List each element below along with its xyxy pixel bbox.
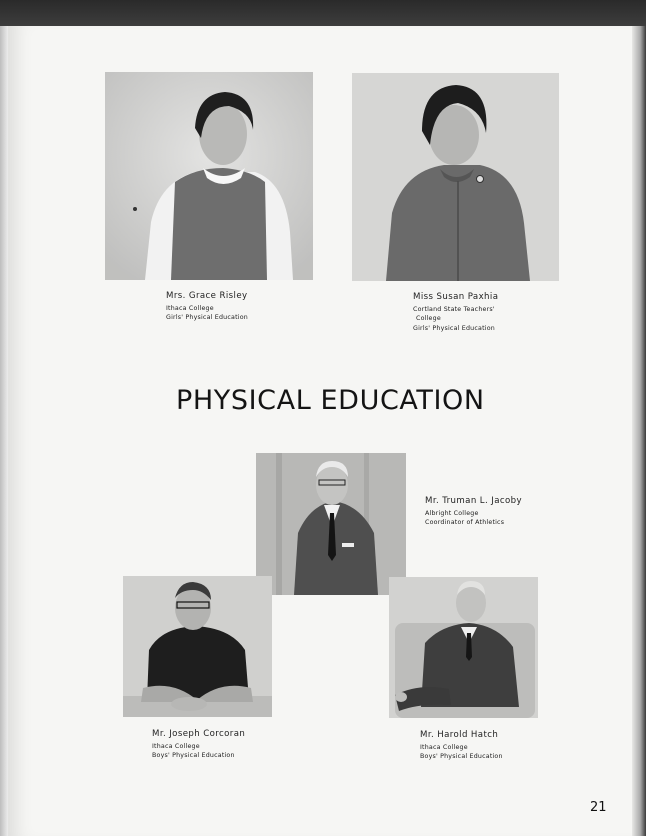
caption-susan-paxhia	[413, 292, 498, 333]
photo-joseph-corcoran	[123, 576, 272, 717]
faculty-role: Girls' Physical Education	[166, 314, 248, 322]
faculty-name: Miss Susan Paxhia	[413, 292, 499, 302]
faculty-role: Boys' Physical Education	[152, 752, 235, 760]
faculty-college: Albright College	[425, 510, 479, 517]
faculty-college: Ithaca College	[152, 743, 200, 750]
faculty-college: Ithaca College	[420, 744, 468, 751]
page-edge	[632, 26, 646, 836]
page-gutter	[0, 26, 8, 836]
faculty-college: Ithaca College	[166, 305, 214, 312]
scan-top-band	[0, 0, 646, 26]
faculty-role: Girls' Physical Education	[413, 324, 495, 332]
faculty-name: Mr. Harold Hatch	[420, 730, 499, 740]
faculty-college-cont: College	[416, 315, 441, 323]
caption-harold-hatch	[420, 730, 503, 762]
faculty-name: Mr. Truman L. Jacoby	[425, 496, 522, 506]
faculty-role: Boys' Physical Education	[420, 753, 503, 761]
page-title: PHYSICAL EDUCATION	[176, 385, 485, 416]
faculty-college: Cortland State Teachers'	[413, 306, 495, 313]
caption-joseph-corcoran	[152, 729, 245, 761]
faculty-name: Mrs. Grace Risley	[166, 291, 248, 301]
photo-grace-risley	[105, 72, 313, 280]
photo-susan-paxhia	[352, 73, 559, 281]
caption-truman-jacoby	[425, 496, 522, 528]
page-number: 21	[590, 800, 607, 815]
photo-truman-jacoby	[256, 453, 406, 595]
faculty-name: Mr. Joseph Corcoran	[152, 729, 246, 739]
faculty-role: Coordinator of Athletics	[425, 519, 505, 527]
photo-harold-hatch	[389, 577, 538, 718]
caption-grace-risley	[166, 291, 248, 323]
